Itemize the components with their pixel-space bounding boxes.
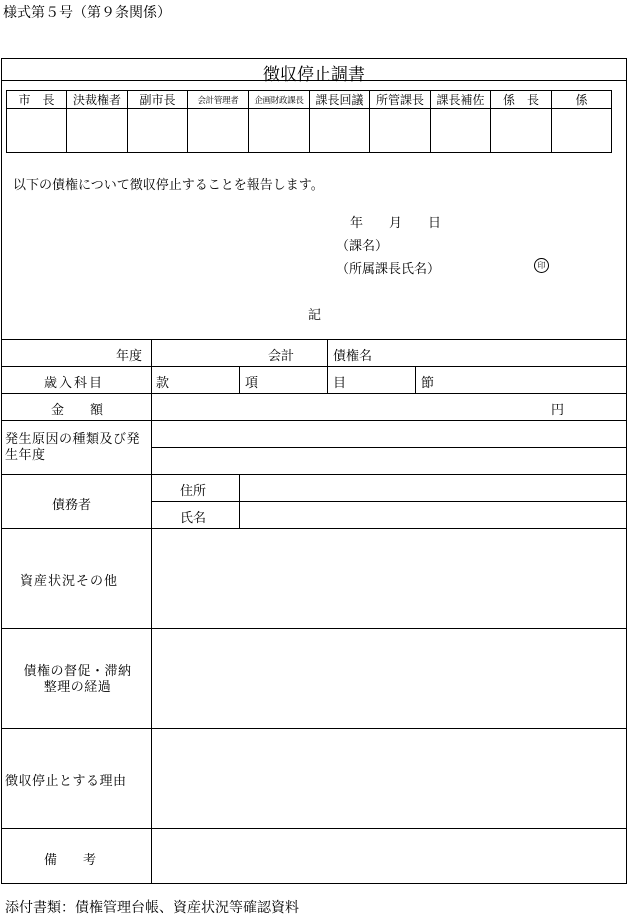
seal-mark: 印 [534, 258, 549, 273]
nendo-label: 年度 [116, 349, 143, 364]
form-title: 徴収停止調書 [263, 65, 365, 85]
col-divider [239, 366, 240, 393]
collection-history-field[interactable] [152, 629, 626, 727]
approval-stamp-box[interactable] [7, 109, 67, 153]
assets-label: 資産状況その他 [20, 574, 119, 589]
approval-stamp-box[interactable] [431, 109, 491, 153]
assets-field[interactable] [152, 529, 626, 627]
date-line: 年 月 日 [350, 216, 442, 231]
kan-label: 款 [156, 376, 170, 391]
col-divider [415, 366, 416, 393]
approval-header-unit-chief: 係 長 [491, 91, 552, 109]
approval-header-accountant: 会計管理者 [188, 91, 249, 109]
yen-unit: 円 [551, 403, 565, 418]
name-label: 氏名 [180, 511, 207, 526]
reason-field[interactable] [152, 729, 626, 827]
debtor-field[interactable] [240, 475, 626, 527]
approval-stamp-box[interactable] [370, 109, 431, 153]
attachments-note: 添付書類：債権管理台帳、資産状況等確認資料 [5, 900, 299, 916]
approval-header-deputy-mayor: 副市長 [128, 91, 188, 109]
col-divider [327, 339, 328, 393]
approval-table [6, 90, 612, 153]
revenue-item-label: 歳入科目 [44, 376, 105, 391]
approval-stamp-box[interactable] [552, 109, 612, 153]
approval-stamp-box[interactable] [491, 109, 552, 153]
title-divider [1, 80, 627, 81]
approval-stamp-box[interactable] [67, 109, 128, 153]
saiken-name-field[interactable] [380, 340, 626, 366]
origin-label: 発生原因の種類及び発生年度 [5, 432, 141, 463]
form-number: 様式第５号（第９条関係） [3, 5, 171, 21]
collection-history-label: 債権の督促・滞納整理の経過 [23, 664, 132, 695]
approval-stamp-box[interactable] [188, 109, 249, 153]
origin-field[interactable] [152, 421, 626, 473]
approval-header-assistant-chief: 課長補佐 [431, 91, 491, 109]
amount-field[interactable] [152, 394, 542, 420]
approval-stamp-box[interactable] [249, 109, 310, 153]
intro-text: 以下の債権について徴収停止することを報告します。 [13, 178, 324, 193]
dept-line: （課名） [336, 239, 389, 254]
remarks-field[interactable] [152, 829, 626, 883]
amount-label: 金 額 [51, 403, 104, 418]
address-label: 住所 [180, 484, 207, 499]
approval-header-authority: 決裁権者 [67, 91, 128, 109]
remarks-label: 備 考 [44, 853, 97, 868]
kaikei-label: 会計 [268, 349, 295, 364]
approval-header-dept-chief: 所管課長 [370, 91, 431, 109]
nendo-field[interactable] [152, 340, 262, 366]
approval-header-staff: 係 [552, 91, 612, 109]
approval-header-circulation: 課長回議 [310, 91, 370, 109]
kou-label: 項 [245, 376, 259, 391]
chief-name-line: （所属課長氏名） [336, 262, 441, 277]
reason-label: 徴収停止とする理由 [5, 774, 127, 789]
moku-label: 目 [333, 376, 347, 391]
approval-header-mayor: 市 長 [7, 91, 67, 109]
approval-header-planning-chief: 企画財政課長 [249, 91, 310, 109]
approval-stamp-box[interactable] [310, 109, 370, 153]
row-divider [1, 366, 627, 367]
ki-label: 記 [308, 308, 322, 323]
approval-stamp-box[interactable] [128, 109, 188, 153]
saiken-name-label: 債権名 [333, 349, 373, 364]
debtor-label: 債務者 [52, 498, 92, 513]
setsu-label: 節 [421, 376, 435, 391]
